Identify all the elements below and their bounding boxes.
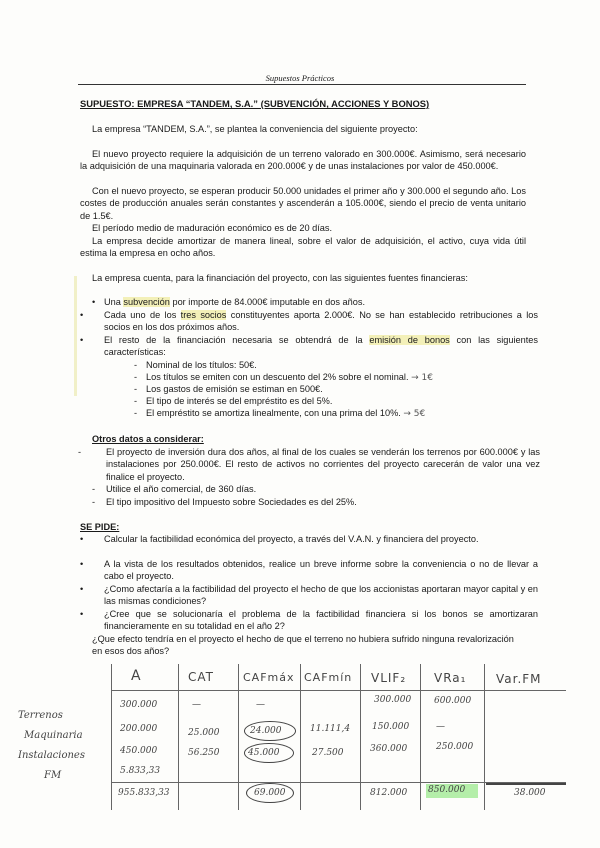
margin-highlight — [74, 276, 77, 396]
paragraph-amortization: La empresa decide amortizar de manera lineal, sobre el valor de adquisición, el activo, cuya vida útil estima la empresa en ocho años. — [80, 236, 526, 259]
other-data-item: - El proyecto de inversión dura dos años, al final de los cuales se venderán los terrenos por 600.000€ y las instalaciones por 250.000€. El resto de activos no corrientes del proyecto carecerán de valor una vez finalice el proyecto. — [78, 447, 540, 482]
bond-feature-nominal: - Nominal de los títulos: 50€. — [134, 360, 257, 370]
financing-item-partners: • Cada uno de los tres socios constituyentes aporta 2.000€. No se han establecido retribuciones a los socios en los dos próximos años. — [80, 310, 538, 333]
cell: 24.000 — [250, 726, 282, 736]
handwritten-note: → 5€ — [403, 409, 426, 419]
paragraph-production: Con el nuevo proyecto, se esperan producir 50.000 unidades el primer año y 300.000 el segundo año. Los costes de producción anuales serán constantes y ascenderán a 105.000€, siendo el precio de venta unitario de 1.5€. — [80, 186, 526, 221]
table-header-rule — [111, 690, 566, 691]
total-cell: 955.833,33 — [118, 788, 170, 798]
bonds-highlight: emisión de bonos — [369, 335, 450, 345]
bond-feature-premium: - El empréstito se amortiza linealmente, con una prima del 10%. → 5€ — [134, 408, 426, 419]
cell: 300.000 — [374, 695, 412, 705]
partners-highlight: tres socios — [180, 310, 227, 320]
task-item: • A la vista de los resultados obtenidos, realice un breve informe sobre la conveniencia o no de llevar a cabo el proyecto. — [80, 559, 538, 582]
bond-feature-costs: - Los gastos de emisión se estiman en 500€. — [134, 384, 323, 394]
total-cell: 69.000 — [254, 788, 286, 798]
cell: 5.833,33 — [120, 766, 161, 776]
total-cell: 850.000 — [428, 785, 466, 795]
bond-feature-interest: - El tipo de interés se del empréstito es del 5%. — [134, 396, 333, 406]
col-header: VLIF₂ — [371, 671, 407, 685]
paragraph-maturation: El período medio de maduración económico es de 20 días. — [92, 223, 333, 233]
row-label: Instalaciones — [18, 750, 85, 761]
col-header: CAFmáx — [243, 671, 295, 684]
cell: 25.000 — [188, 728, 220, 738]
task-item: • Calcular la factibilidad económica del proyecto, a través del V.A.N. y financiera del proyecto. — [80, 534, 479, 544]
col-header: Var.FM — [496, 672, 542, 686]
cell: 11.111,4 — [310, 724, 351, 734]
tasks-heading: SE PIDE: — [80, 522, 120, 532]
cell: 45.000 — [248, 748, 280, 758]
cell: — — [256, 700, 265, 710]
financing-intro: La empresa cuenta, para la financiación del proyecto, con las siguientes fuentes financieras: — [92, 273, 468, 283]
bond-feature-discount: - Los títulos se emiten con un descuento del 2% sobre el nominal. → 1€ — [134, 372, 433, 383]
cell: 150.000 — [372, 722, 410, 732]
cell: 200.000 — [120, 724, 158, 734]
row-label: FM — [44, 770, 62, 781]
handwritten-note: → 1€ — [411, 373, 433, 383]
cell: 360.000 — [370, 744, 408, 754]
cell: 300.000 — [120, 700, 158, 710]
cell: 56.250 — [188, 748, 220, 758]
cell: 450.000 — [120, 746, 158, 756]
other-data-heading: Otros datos a considerar: — [92, 434, 204, 444]
circled-value — [246, 783, 294, 803]
cell: 250.000 — [436, 742, 474, 752]
total-cell: 812.000 — [370, 788, 408, 798]
cell: 27.500 — [312, 748, 344, 758]
cell: — — [436, 722, 445, 732]
col-header: A — [131, 668, 142, 684]
financing-item-subsidy: • Una subvención por importe de 84.000€ imputable en dos años. — [92, 297, 366, 307]
intro-text: La empresa “TANDEM, S.A.”, se plantea la conveniencia del siguiente proyecto: — [92, 124, 418, 134]
col-header: CAT — [188, 670, 214, 684]
total-cell: 38.000 — [514, 788, 546, 798]
row-label: Terrenos — [18, 710, 63, 721]
running-header: Supuestos Prácticos — [265, 73, 335, 83]
bullet: • — [80, 310, 84, 320]
task-question-final: ¿Que efecto tendría en el proyecto el hecho de que el terreno no hubiera sufrido ninguna revalorización en esos dos años? — [92, 634, 514, 657]
col-header: CAFmín — [304, 671, 353, 684]
paragraph-assets: El nuevo proyecto requiere la adquisición de un terreno valorado en 300.000€. Asimismo, será necesario la adquisición de una maquinaria valorada en 200.000€ y de unas instalaciones por valor de 450.000€. — [80, 149, 526, 172]
bullet: • — [80, 335, 84, 345]
row-label: Maquinaria — [24, 730, 83, 741]
subsidy-highlight: subvención — [123, 297, 170, 307]
cell: — — [192, 700, 201, 710]
handwritten-table — [16, 662, 576, 812]
circled-value — [244, 721, 296, 741]
bullet: • — [92, 297, 96, 307]
circled-value — [244, 743, 294, 763]
other-data-item: - El tipo impositivo del Impuesto sobre Sociedades es del 25%. — [92, 497, 357, 507]
col-header: VRa₁ — [434, 671, 467, 685]
financing-item-bonds: • El resto de la financiación necesaria se obtendrá de la emisión de bonos con las siguientes características: — [80, 335, 539, 358]
cell: 600.000 — [434, 696, 472, 706]
exercise-title: SUPUESTO: EMPRESA “TANDEM, S.A.” (SUBVENCIÓN, ACCIONES Y BONOS) — [80, 98, 430, 109]
header-rule — [78, 84, 526, 85]
other-data-item: - Utilice el año comercial, de 360 días. — [92, 484, 257, 494]
task-item: • ¿Cree que se solucionaría el problema de la factibilidad financiera si los bonos se amortizaran financieramente en su totalidad en el año 2? — [80, 609, 538, 632]
task-item: • ¿Como afectaría a la factibilidad del proyecto el hecho de que los accionistas aportaran mayor capital y en las mismas condiciones? — [80, 584, 538, 607]
